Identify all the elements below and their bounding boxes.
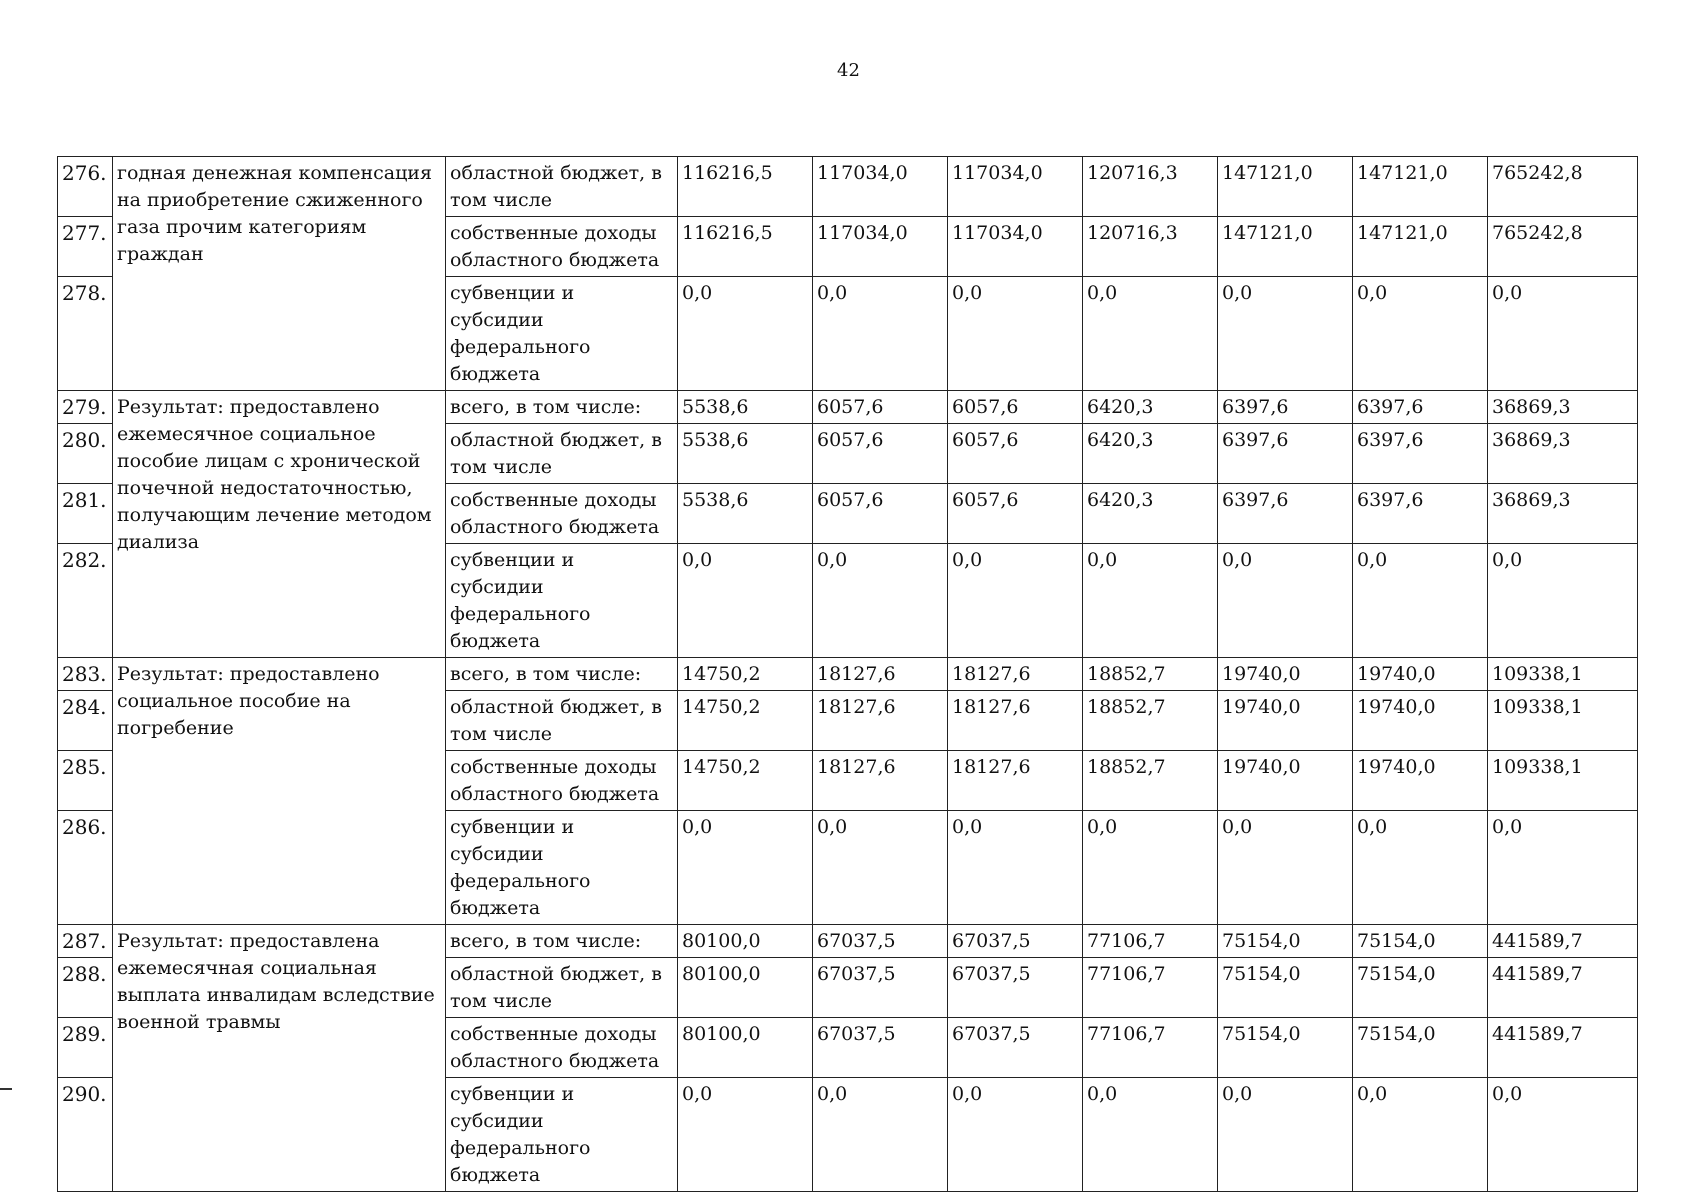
budget-table [57,156,1638,1192]
row-number: 282. [58,544,113,658]
value-cell: 18852,7 [1083,691,1218,751]
value-cell: 0,0 [678,544,813,658]
value-cell: 6397,6 [1353,484,1488,544]
value-cell: 0,0 [678,811,813,925]
value-cell: 6057,6 [948,391,1083,424]
value-cell: 6057,6 [813,424,948,484]
total-value-cell: 0,0 [1488,277,1638,391]
row-number: 289. [58,1018,113,1078]
value-cell: 6057,6 [813,391,948,424]
total-value-cell: 109338,1 [1488,658,1638,691]
funding-source: областной бюджет, в том числе [446,958,678,1018]
value-cell: 75154,0 [1353,1018,1488,1078]
funding-source: собственные доходы областного бюджета [446,751,678,811]
value-cell: 0,0 [813,1078,948,1192]
value-cell: 80100,0 [678,958,813,1018]
value-cell: 80100,0 [678,925,813,958]
funding-source: собственные доходы областного бюджета [446,1018,678,1078]
value-cell: 19740,0 [1353,691,1488,751]
value-cell: 116216,5 [678,157,813,217]
value-cell: 0,0 [678,1078,813,1192]
row-number: 281. [58,484,113,544]
value-cell: 147121,0 [1353,157,1488,217]
value-cell: 147121,0 [1218,217,1353,277]
value-cell: 0,0 [1083,544,1218,658]
funding-source: всего, в том числе: [446,925,678,958]
value-cell: 6420,3 [1083,484,1218,544]
funding-source: всего, в том числе: [446,658,678,691]
value-cell: 19740,0 [1353,658,1488,691]
value-cell: 19740,0 [1218,691,1353,751]
value-cell: 6397,6 [1353,391,1488,424]
value-cell: 18127,6 [948,691,1083,751]
value-cell: 0,0 [948,544,1083,658]
value-cell: 5538,6 [678,484,813,544]
value-cell: 0,0 [1218,277,1353,391]
total-value-cell: 0,0 [1488,811,1638,925]
value-cell: 77106,7 [1083,925,1218,958]
value-cell: 116216,5 [678,217,813,277]
total-value-cell: 441589,7 [1488,958,1638,1018]
result-description: Результат: предоставлена ежемесячная социальная выплата инвалидам вследствие военной травмы [113,925,446,1192]
value-cell: 18852,7 [1083,658,1218,691]
value-cell: 0,0 [948,1078,1083,1192]
value-cell: 117034,0 [948,157,1083,217]
value-cell: 117034,0 [948,217,1083,277]
value-cell: 0,0 [948,811,1083,925]
value-cell: 6057,6 [813,484,948,544]
value-cell: 18127,6 [948,658,1083,691]
row-number: 288. [58,958,113,1018]
total-value-cell: 765242,8 [1488,217,1638,277]
value-cell: 0,0 [1218,811,1353,925]
value-cell: 5538,6 [678,391,813,424]
funding-source: всего, в том числе: [446,391,678,424]
funding-source: собственные доходы областного бюджета [446,217,678,277]
value-cell: 0,0 [813,544,948,658]
value-cell: 0,0 [1083,1078,1218,1192]
value-cell: 75154,0 [1218,958,1353,1018]
value-cell: 80100,0 [678,1018,813,1078]
row-number: 284. [58,691,113,751]
result-description: Результат: предоставлено ежемесячное социальное пособие лицам с хронической почечной недостаточностью, получающим лечение методом диализа [113,391,446,658]
value-cell: 19740,0 [1218,658,1353,691]
value-cell: 117034,0 [813,217,948,277]
value-cell: 75154,0 [1218,925,1353,958]
row-number: 279. [58,391,113,424]
table-body [58,157,1638,1192]
value-cell: 67037,5 [813,958,948,1018]
value-cell: 75154,0 [1218,1018,1353,1078]
total-value-cell: 36869,3 [1488,484,1638,544]
value-cell: 19740,0 [1353,751,1488,811]
result-description: Результат: предоставлено социальное пособие на погребение [113,658,446,925]
funding-source: областной бюджет, в том числе [446,424,678,484]
row-number: 278. [58,277,113,391]
value-cell: 6397,6 [1218,484,1353,544]
value-cell: 0,0 [1218,1078,1353,1192]
value-cell: 0,0 [948,277,1083,391]
row-number: 290. [58,1078,113,1192]
value-cell: 0,0 [813,277,948,391]
funding-source: субвенции и субсидии федерального бюджета [446,277,678,391]
row-number: 276. [58,157,113,217]
row-number: 277. [58,217,113,277]
value-cell: 117034,0 [813,157,948,217]
value-cell: 0,0 [1353,544,1488,658]
funding-source: областной бюджет, в том числе [446,157,678,217]
row-number: 287. [58,925,113,958]
value-cell: 6057,6 [948,424,1083,484]
budget-table-container [57,156,1637,1192]
table-row [58,658,1638,691]
value-cell: 14750,2 [678,658,813,691]
value-cell: 77106,7 [1083,1018,1218,1078]
funding-source: субвенции и субсидии федерального бюджета [446,1078,678,1192]
value-cell: 0,0 [1218,544,1353,658]
total-value-cell: 36869,3 [1488,391,1638,424]
value-cell: 6057,6 [948,484,1083,544]
table-row [58,157,1638,217]
value-cell: 18127,6 [813,658,948,691]
value-cell: 5538,6 [678,424,813,484]
value-cell: 67037,5 [948,925,1083,958]
value-cell: 6420,3 [1083,424,1218,484]
funding-source: субвенции и субсидии федерального бюджета [446,811,678,925]
value-cell: 67037,5 [813,1018,948,1078]
table-row [58,391,1638,424]
scan-mark [0,1088,12,1090]
row-number: 280. [58,424,113,484]
value-cell: 67037,5 [948,1018,1083,1078]
value-cell: 0,0 [1353,1078,1488,1192]
total-value-cell: 0,0 [1488,544,1638,658]
value-cell: 14750,2 [678,751,813,811]
value-cell: 67037,5 [948,958,1083,1018]
row-number: 285. [58,751,113,811]
total-value-cell: 36869,3 [1488,424,1638,484]
value-cell: 19740,0 [1218,751,1353,811]
value-cell: 0,0 [1353,811,1488,925]
total-value-cell: 441589,7 [1488,925,1638,958]
value-cell: 120716,3 [1083,157,1218,217]
total-value-cell: 109338,1 [1488,751,1638,811]
value-cell: 18127,6 [948,751,1083,811]
funding-source: областной бюджет, в том числе [446,691,678,751]
value-cell: 147121,0 [1218,157,1353,217]
table-row [58,925,1638,958]
value-cell: 0,0 [1083,277,1218,391]
value-cell: 75154,0 [1353,925,1488,958]
value-cell: 120716,3 [1083,217,1218,277]
page-number: 42 [837,60,860,81]
value-cell: 147121,0 [1353,217,1488,277]
value-cell: 0,0 [1083,811,1218,925]
value-cell: 18852,7 [1083,751,1218,811]
total-value-cell: 109338,1 [1488,691,1638,751]
value-cell: 6397,6 [1353,424,1488,484]
value-cell: 0,0 [678,277,813,391]
value-cell: 67037,5 [813,925,948,958]
value-cell: 6397,6 [1218,424,1353,484]
total-value-cell: 441589,7 [1488,1018,1638,1078]
value-cell: 77106,7 [1083,958,1218,1018]
result-description: годная денежная компенсация на приобретение сжиженного газа прочим категориям граждан [113,157,446,391]
value-cell: 0,0 [1353,277,1488,391]
value-cell: 18127,6 [813,751,948,811]
value-cell: 75154,0 [1353,958,1488,1018]
total-value-cell: 765242,8 [1488,157,1638,217]
value-cell: 6420,3 [1083,391,1218,424]
value-cell: 6397,6 [1218,391,1353,424]
row-number: 283. [58,658,113,691]
row-number: 286. [58,811,113,925]
value-cell: 14750,2 [678,691,813,751]
total-value-cell: 0,0 [1488,1078,1638,1192]
funding-source: субвенции и субсидии федерального бюджета [446,544,678,658]
value-cell: 0,0 [813,811,948,925]
funding-source: собственные доходы областного бюджета [446,484,678,544]
value-cell: 18127,6 [813,691,948,751]
